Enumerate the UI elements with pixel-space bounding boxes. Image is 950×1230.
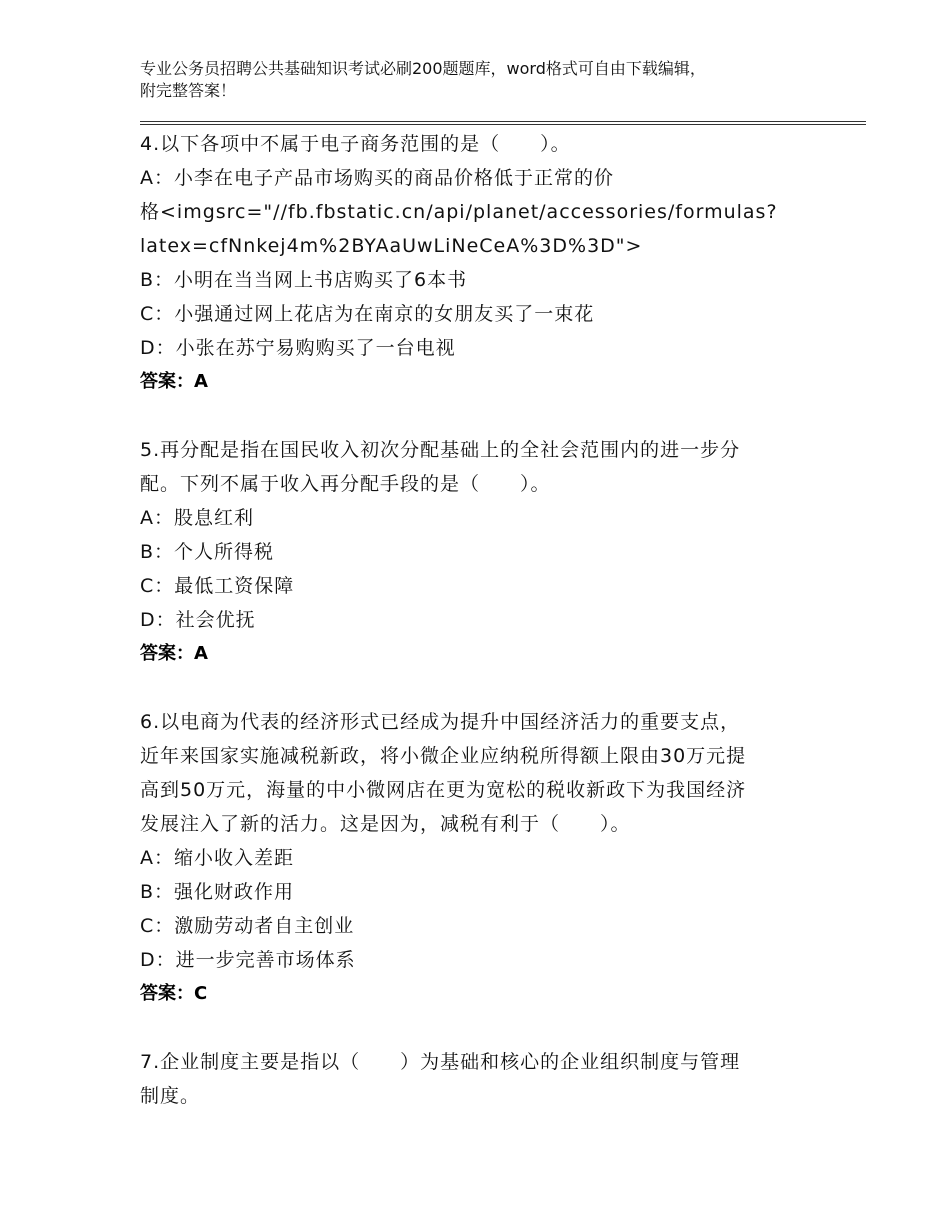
question-stem: 配。下列不属于收入再分配手段的是（ ）。 — [140, 473, 551, 495]
option-a: A：缩小收入差距 — [140, 847, 294, 869]
option-a-continued: latex=cfNnkej4m%2BYAaUwLiNeCeA%3D%3D"> — [140, 235, 643, 257]
question-stem: 高到50万元，海量的中小微网店在更为宽松的税收新政下为我国经济 — [140, 779, 747, 801]
question-stem: 制度。 — [140, 1085, 201, 1107]
header-divider-top — [140, 121, 866, 122]
option-a-continued: 格<imgsrc="//fb.fbstatic.cn/api/planet/accessories/formulas? — [140, 201, 778, 223]
question-list — [140, 127, 840, 1113]
option-a: A：小李在电子产品市场购买的商品价格低于正常的价 — [140, 167, 614, 189]
document-header — [140, 58, 830, 102]
question-stem: 4.以下各项中不属于电子商务范围的是（ ）。 — [140, 133, 571, 155]
option-b: B：小明在当当网上书店购买了6本书 — [140, 269, 468, 291]
option-d: D：小张在苏宁易购购买了一台电视 — [140, 337, 456, 359]
answer-key: 答案：C — [140, 983, 208, 1004]
question-stem: 6.以电商为代表的经济形式已经成为提升中国经济活力的重要支点， — [140, 711, 741, 733]
answer-key: 答案：A — [140, 643, 208, 664]
question-4 — [140, 127, 840, 399]
spacer — [140, 399, 840, 433]
option-a: A：股息红利 — [140, 507, 254, 529]
option-c: C：激励劳动者自主创业 — [140, 915, 355, 937]
answer-key: 答案：A — [140, 371, 208, 392]
option-d: D：进一步完善市场体系 — [140, 949, 356, 971]
header-divider-bottom — [140, 124, 866, 125]
header-line-1: 专业公务员招聘公共基础知识考试必刷200题题库，word格式可自由下载编辑， — [140, 59, 706, 78]
option-b: B：个人所得税 — [140, 541, 275, 563]
header-line-2: 附完整答案！ — [140, 81, 237, 100]
question-5 — [140, 433, 840, 671]
option-c: C：小强通过网上花店为在南京的女朋友买了一束花 — [140, 303, 595, 325]
question-7 — [140, 1045, 840, 1113]
spacer — [140, 671, 840, 705]
option-b: B：强化财政作用 — [140, 881, 295, 903]
spacer — [140, 1011, 840, 1045]
question-stem: 近年来国家实施减税新政，将小微企业应纳税所得额上限由30万元提 — [140, 745, 747, 767]
option-d: D：社会优抚 — [140, 609, 256, 631]
question-stem: 7.企业制度主要是指以（ ）为基础和核心的企业组织制度与管理 — [140, 1051, 741, 1073]
question-stem: 发展注入了新的活力。这是因为，减税有利于（ ）。 — [140, 813, 631, 835]
question-stem: 5.再分配是指在国民收入初次分配基础上的全社会范围内的进一步分 — [140, 439, 741, 461]
question-6 — [140, 705, 840, 1011]
option-c: C：最低工资保障 — [140, 575, 295, 597]
